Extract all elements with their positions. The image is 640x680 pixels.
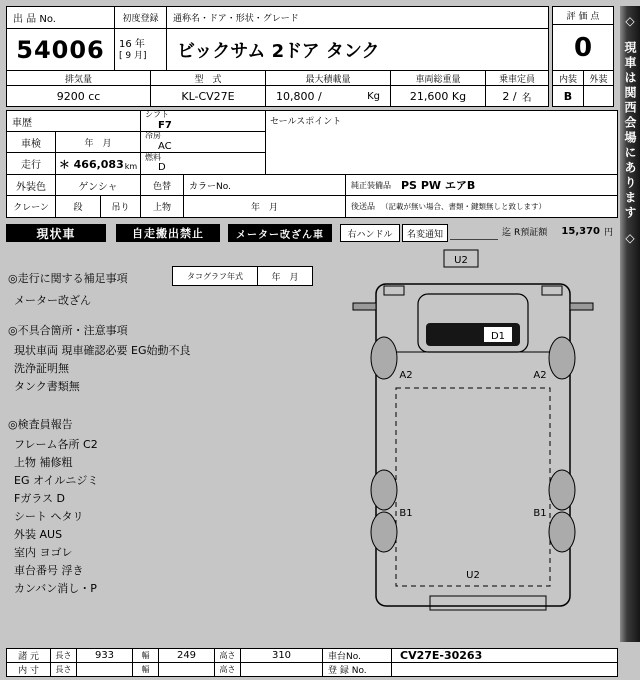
score-value: 0 [552, 24, 614, 71]
left-mirror [353, 303, 376, 310]
crane-tsuri-label: 吊り [100, 195, 141, 218]
inspection-value: 年 月 [55, 131, 141, 153]
max-load-unit: Kg [367, 90, 380, 102]
max-load-value: 10,800 / [276, 89, 322, 103]
shift-value: F7 [158, 119, 172, 131]
capacity-value: 2 / [502, 89, 517, 103]
defect-notes-title: ◎不具合箇所・注意事項 [8, 324, 128, 337]
inspector-note-line: シート ヘタリ [14, 510, 84, 523]
inner-width-value [158, 662, 215, 677]
shift-label: シフト [145, 110, 169, 120]
rear-right-wheel-front [549, 470, 575, 510]
chassis-no-label: 車台No. [322, 648, 392, 663]
max-load-label: 最大積載量 [265, 70, 391, 86]
capacity-unit: 名 [521, 92, 532, 104]
load-date-value: 年 月 [183, 195, 346, 218]
model-code-label: 型 式 [150, 70, 266, 86]
defect-note-line: タンク書類無 [14, 380, 80, 393]
fuel-value: D [158, 162, 166, 174]
inner-dims-row-label: 内 寸 [6, 662, 51, 677]
front-right-lamp [542, 286, 562, 295]
as-is-badge: 現状車 [6, 224, 106, 242]
rear-left-marker-label: B1 [399, 508, 413, 519]
height-value: 310 [240, 648, 323, 663]
inner-length-label: 長さ [50, 662, 77, 677]
later-items-label: 後送品 [351, 202, 375, 211]
score-label: 評 価 点 [552, 6, 614, 25]
cargo-dashed-outline [396, 388, 550, 586]
deposit-label: R預証額 [514, 228, 548, 238]
lot-no-label: 出 品 No. [6, 6, 115, 29]
length-label: 長さ [50, 648, 77, 663]
registration-no-label: 登 録 No. [322, 662, 392, 677]
yen-label: 円 [604, 228, 614, 238]
exterior-color-value: ゲンシャ [55, 174, 141, 196]
name-change-date-field [450, 239, 498, 240]
ac-value: AC [158, 140, 172, 152]
front-left-lamp [384, 286, 404, 295]
deposit-amount: 15,370 [561, 226, 600, 237]
inner-height-value [240, 662, 323, 677]
windshield-marker-label: D1 [490, 331, 506, 342]
sales-point-label: セールスポイント [270, 117, 342, 127]
length-value: 933 [76, 648, 133, 663]
vehicle-name-header: 通称名・ドア・形状・グレード [166, 6, 549, 29]
ac-label: 冷房 [145, 131, 161, 141]
inspector-note-line: 上物 補修粗 [14, 456, 73, 469]
later-items-note: （記載が無い場合、書類・鍵類無しと致します） [381, 202, 546, 211]
inspector-note-line: フレーム各所 C2 [14, 438, 98, 451]
first-reg-month: [ 9 月] [119, 51, 147, 62]
front-right-marker-label: A2 [533, 370, 547, 381]
fuel-label: 燃料 [145, 152, 161, 162]
inspector-note-line: 車台番号 浮き [14, 564, 84, 577]
tachograph-value: 年 月 [257, 266, 313, 286]
exterior-grade [583, 85, 614, 107]
inspection-label: 車検 [6, 131, 56, 153]
mileage-notes-title: ◎走行に関する補足事項 [8, 272, 128, 285]
inspector-note-line: カンバン消し・P [14, 582, 97, 595]
interior-grade: B [552, 85, 584, 107]
tachograph-label: タコグラフ年式 [172, 266, 258, 286]
interior-label: 内装 [552, 70, 584, 86]
diamond-icon: ◇ [623, 231, 637, 248]
inner-height-label: 高さ [214, 662, 241, 677]
inspector-note-line: EG オイルニジミ [14, 474, 99, 487]
mileage-label: 走行 [6, 152, 56, 175]
first-reg-label: 初度登録 [114, 6, 167, 29]
inner-length-value [76, 662, 133, 677]
chassis-no-value: CV27E-30263 [391, 648, 618, 663]
rear-marker-label: U2 [466, 570, 480, 581]
crane-dan-label: 段 [55, 195, 101, 218]
model-code-value: KL-CV27E [150, 85, 266, 107]
gvw-label: 車両総重量 [390, 70, 486, 86]
truck-top-view-diagram [338, 246, 618, 638]
inspector-note-line: Fガラス D [14, 492, 65, 505]
registration-no-value [391, 662, 618, 677]
inspector-report-title: ◎検査員報告 [8, 418, 73, 431]
load-label: 上物 [140, 195, 184, 218]
mileage-note-line: メーター改ざん [14, 294, 91, 307]
venue-banner [620, 6, 640, 642]
right-hand-drive-box: 右ハンドル [340, 224, 400, 242]
roof-marker-label: U2 [454, 255, 468, 266]
gvw-value: 21,600 Kg [390, 85, 486, 107]
width-label: 幅 [132, 648, 159, 663]
crane-label: クレーン [6, 195, 56, 218]
rear-bumper [430, 596, 546, 610]
history-label: 車歴 [6, 110, 141, 132]
displacement-label: 排気量 [6, 70, 151, 86]
inspector-note-line: 外装 AUS [14, 528, 63, 541]
diamond-icon: ◇ [623, 14, 637, 31]
rear-left-wheel-back [371, 512, 397, 552]
inner-width-label: 幅 [132, 662, 159, 677]
height-label: 高さ [214, 648, 241, 663]
displacement-value: 9200 cc [6, 85, 151, 107]
defect-note-line: 現状車両 現車確認必要 EG始動不良 [14, 344, 191, 357]
rear-right-marker-label: B1 [533, 508, 547, 519]
name-change-label: 名変通知 [402, 224, 448, 242]
capacity-label: 乗車定員 [485, 70, 549, 86]
right-mirror [570, 303, 593, 310]
oem-equip-value: PS PW エアB [401, 179, 476, 192]
meter-tampered-badge: メーター改ざん車 [228, 224, 332, 242]
inspector-note-line: 室内 ヨゴレ [14, 546, 73, 559]
defect-note-line: 洗浄証明無 [14, 362, 69, 375]
mileage-value: ＊ 466,083 [58, 157, 124, 171]
sales-point-box [265, 110, 618, 176]
lot-no-value: 54006 [6, 28, 115, 71]
front-left-marker-label: A2 [399, 370, 413, 381]
first-reg-year: 16 年 [119, 39, 145, 51]
exterior-color-label: 外装色 [6, 174, 56, 196]
venue-banner-text: 現車は関西会場にあります [623, 41, 637, 221]
mileage-unit: km [124, 162, 138, 171]
no-self-drive-badge: 自走搬出禁止 [116, 224, 220, 242]
rear-right-wheel-back [549, 512, 575, 552]
color-no-label: カラーNo. [183, 174, 346, 196]
exterior-label: 外装 [583, 70, 614, 86]
width-value: 249 [158, 648, 215, 663]
made-label: 迄 [502, 228, 512, 238]
vehicle-name: ビックサム 2ドア タンク [166, 28, 549, 71]
oem-equip-label: 純正装備品 [351, 180, 391, 190]
color-change-label: 色替 [140, 174, 184, 196]
rear-left-wheel-front [371, 470, 397, 510]
front-left-wheel [371, 337, 397, 379]
dimensions-row-label: 諸 元 [6, 648, 51, 663]
front-right-wheel [549, 337, 575, 379]
